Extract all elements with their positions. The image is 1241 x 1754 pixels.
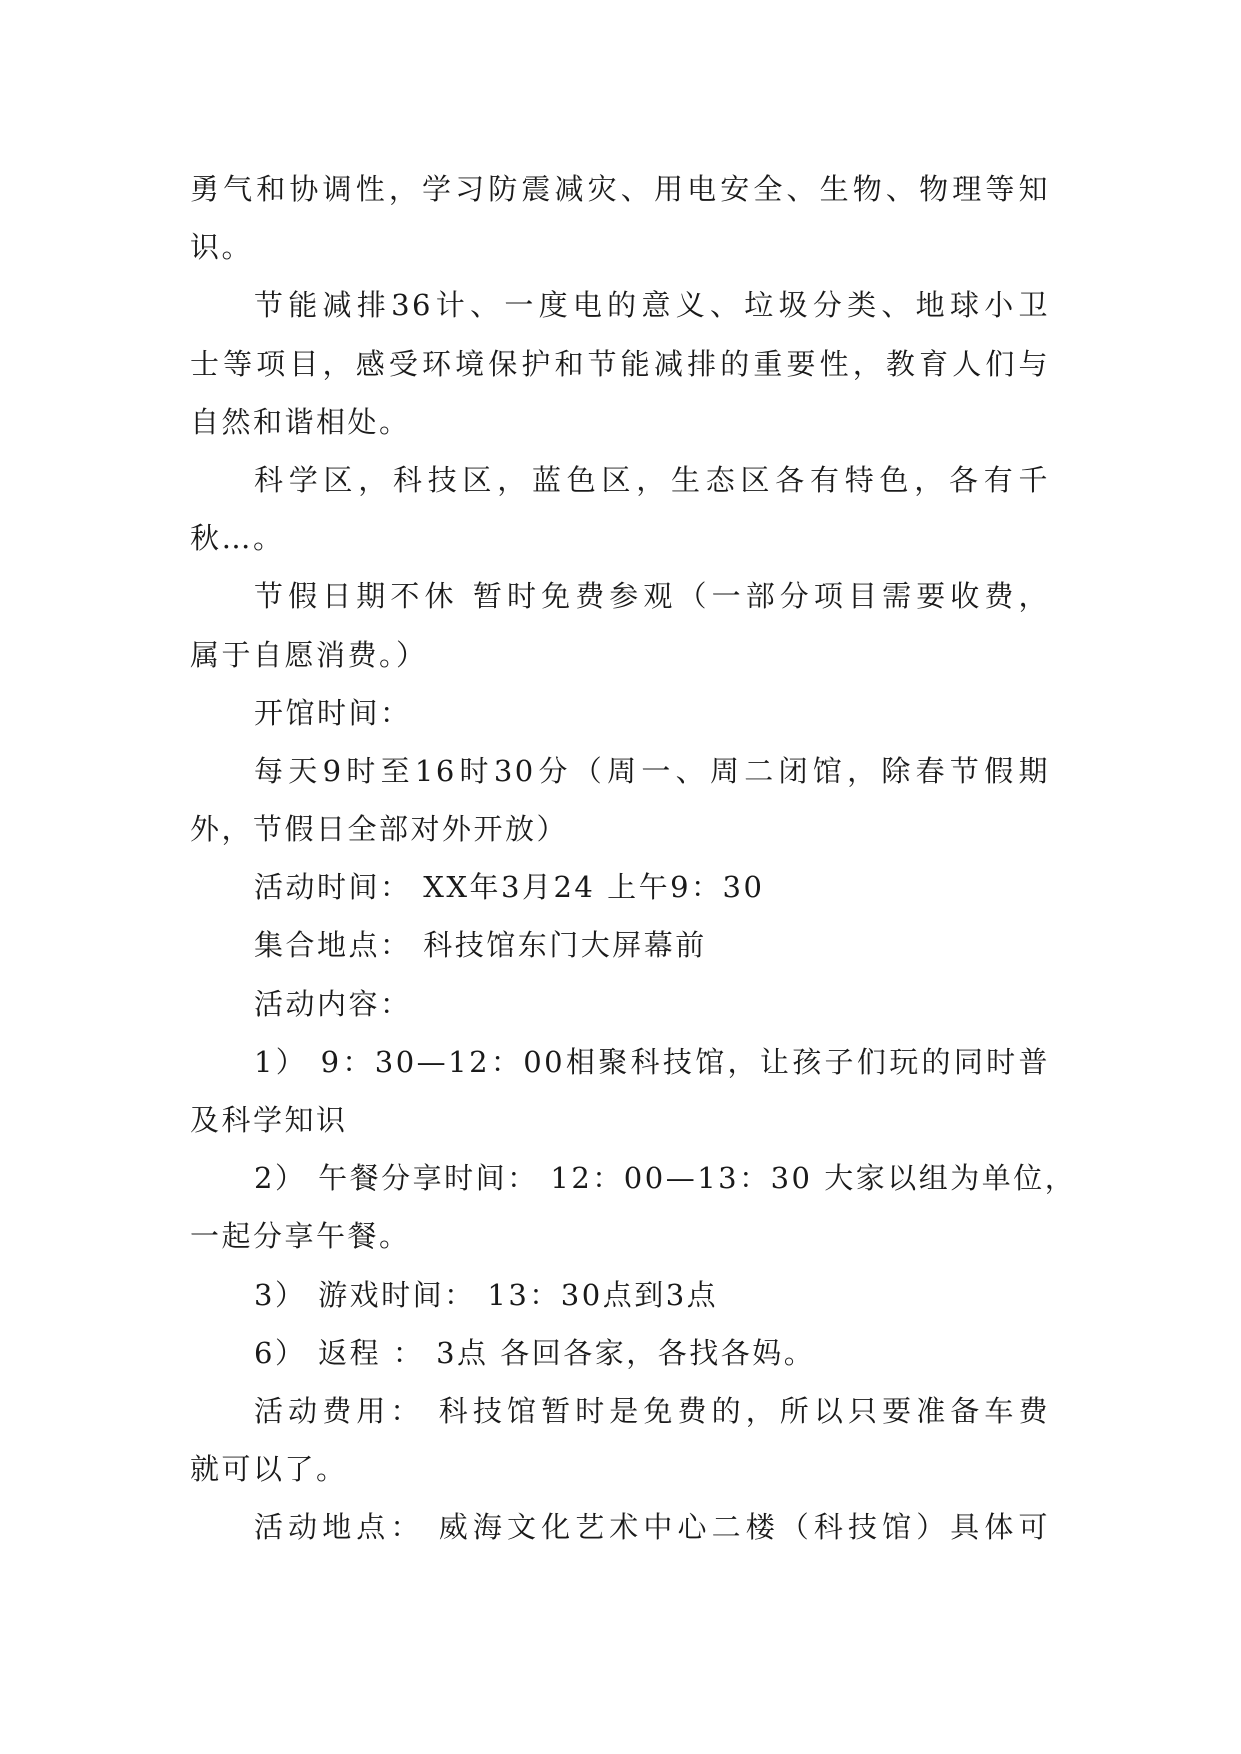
text-line: 活动费用： 科技馆暂时是免费的，所以只要准备车费 xyxy=(254,1393,1050,1428)
text-line: 一起分享午餐。 xyxy=(190,1219,411,1254)
text-line: 秋…。 xyxy=(190,521,285,556)
text-line: 勇气和协调性，学习防震减灾、用电安全、生物、物理等知 xyxy=(190,172,1050,206)
text-line: 活动时间： XX年3月24 上午9：30 xyxy=(254,870,765,905)
text-line: 3） 游戏时间： 13：30点到3点 xyxy=(254,1277,719,1312)
text-line: 活动内容： xyxy=(254,986,412,1021)
text-line: 节假日期不休 暂时免费参观（一部分项目需要收费， xyxy=(254,579,1050,614)
document-body xyxy=(190,160,1077,1557)
text-line: 外，节假日全部对外开放） xyxy=(190,812,569,847)
text-line: 活动地点： 威海文化艺术中心二楼（科技馆）具体可 xyxy=(254,1510,1050,1545)
text-line: 就可以了。 xyxy=(190,1452,348,1487)
text-line: 节能减排36计、一度电的意义、垃圾分类、地球小卫 xyxy=(254,288,1050,323)
text-line: 1） 9：30—12：00相聚科技馆，让孩子们玩的同时普 xyxy=(254,1044,1050,1079)
text-line: 及科学知识 xyxy=(190,1103,348,1137)
text-line: 士等项目，感受环境保护和节能减排的重要性，教育人们与 xyxy=(190,346,1050,381)
text-line: 识。 xyxy=(190,230,254,265)
text-line: 属于自愿消费。） xyxy=(190,637,428,672)
text-line: 自然和谐相处。 xyxy=(190,404,411,439)
text-line: 每天9时至16时30分（周一、周二闭馆，除春节假期 xyxy=(254,753,1050,788)
text-line: 集合地点： 科技馆东门大屏幕前 xyxy=(254,928,707,963)
text-line: 6） 返程 ： 3点 各回各家，各找各妈。 xyxy=(254,1335,816,1370)
text-line: 2） 午餐分享时间： 12：00—13：30 大家以组为单位， xyxy=(254,1161,1077,1196)
text-line: 科学区，科技区，蓝色区，生态区各有特色，各有千 xyxy=(254,462,1050,497)
text-line: 开馆时间： xyxy=(254,695,412,730)
